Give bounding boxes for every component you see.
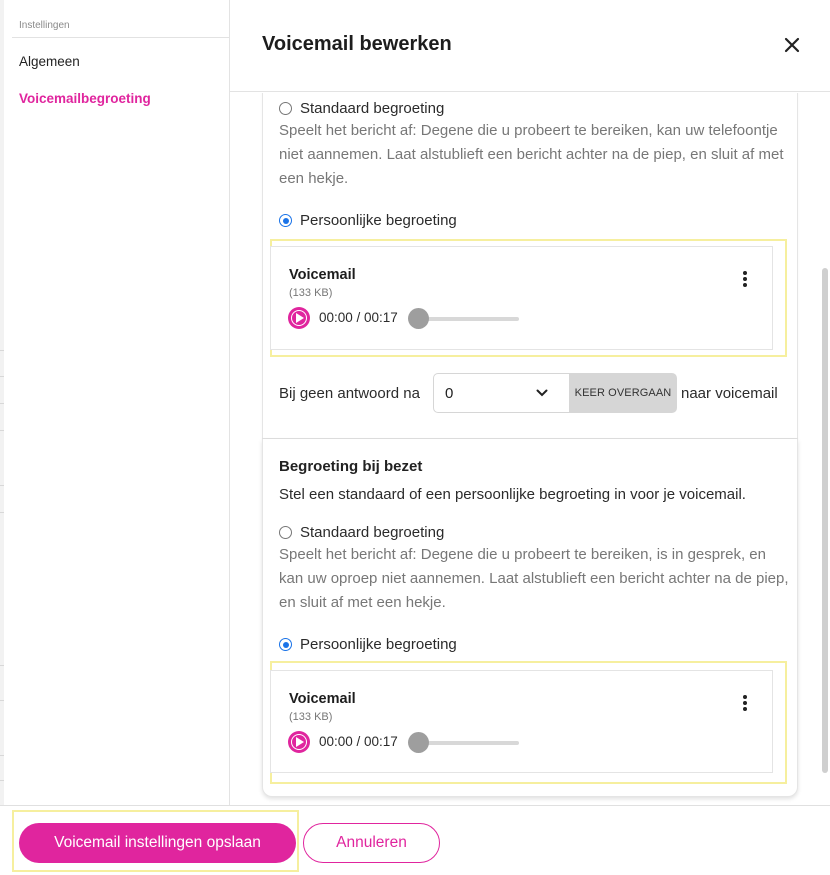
close-icon [780,33,804,57]
edge-divider [0,780,4,781]
panel-content[interactable] [230,93,830,805]
sidebar-heading: Instellingen [19,20,70,31]
close-button[interactable] [780,33,804,57]
radio-button[interactable] [279,526,292,539]
standard-greeting-description: Speelt het bericht af: Degene die u probeert te bereiken, kan uw telefoontje niet aannemen. Laat alstublieft een bericht achter na de piep, en sluit af met een hekje. [279,122,784,187]
chevron-down-icon [536,388,548,398]
play-icon[interactable] [288,731,310,753]
cancel-button[interactable]: Annuleren [303,823,440,863]
edge-divider [0,755,4,756]
radio-button[interactable] [279,102,292,115]
radio-button-checked[interactable] [279,214,292,227]
play-icon[interactable] [288,307,310,329]
busy-section-title: Begroeting bij bezet [279,458,423,475]
busy-personal-option[interactable] [279,636,457,653]
edge-divider [0,665,4,666]
rings-select-value: 0 [445,385,454,402]
no-answer-greeting-card [262,93,798,439]
edge-divider [0,700,4,701]
player-progress-track[interactable] [419,741,519,745]
player-file-size: (133 KB) [289,287,333,299]
rings-unit-tag: KEER OVERGAAN [569,373,677,413]
more-options-icon[interactable] [742,271,748,287]
busy-standard-option[interactable] [279,524,444,541]
busy-greeting-card [262,439,798,797]
radio-label: Standaard begroeting [300,524,445,541]
panel-title: Voicemail bewerken [262,33,452,55]
radio-button-checked[interactable] [279,638,292,651]
sidebar-divider [12,37,229,38]
player-title: Voicemail [289,691,356,707]
panel-header [230,0,830,92]
no-answer-standard-option[interactable] [279,100,444,117]
player-time: 00:00 / 00:17 [319,734,398,749]
player-progress-thumb[interactable] [408,732,429,753]
player-time: 00:00 / 00:17 [319,310,398,325]
voicemail-player [270,246,773,350]
radio-label: Persoonlijke begroeting [300,212,457,229]
edge-divider [0,485,4,486]
edge-divider [0,430,4,431]
settings-sidebar [0,0,230,806]
panel-footer [0,805,830,875]
edge-divider [0,403,4,404]
save-voicemail-settings-button[interactable]: Voicemail instellingen opslaan [19,823,296,863]
sidebar-item-general[interactable]: Algemeen [19,54,80,69]
player-progress-thumb[interactable] [408,308,429,329]
busy-section-subtitle: Stel een standaard of een persoonlijke begroeting in voor je voicemail. [279,486,746,503]
no-answer-personal-option[interactable] [279,212,457,229]
radio-label: Persoonlijke begroeting [300,636,457,653]
rings-after-label: naar voicemail [681,385,778,402]
content-scrollbar[interactable] [822,268,828,773]
more-options-icon[interactable] [742,695,748,711]
busy-standard-description: Speelt het bericht af: Degene die u probeert te bereiken, is in gesprek, en kan uw oproep niet aannemen. Laat alstublieft een bericht achter na de piep, en sluit af met een hekje. [279,546,789,611]
player-file-size: (133 KB) [289,711,333,723]
edge-divider [0,376,4,377]
voicemail-player [270,670,773,773]
edge-divider [0,350,4,351]
edge-divider [0,512,4,513]
rings-select[interactable] [433,373,570,413]
player-progress-track[interactable] [419,317,519,321]
radio-label: Standaard begroeting [300,100,445,117]
rings-prefix-label: Bij geen antwoord na [279,385,420,402]
player-title: Voicemail [289,267,356,283]
sidebar-item-voicemail-greeting[interactable]: Voicemailbegroeting [19,91,151,106]
